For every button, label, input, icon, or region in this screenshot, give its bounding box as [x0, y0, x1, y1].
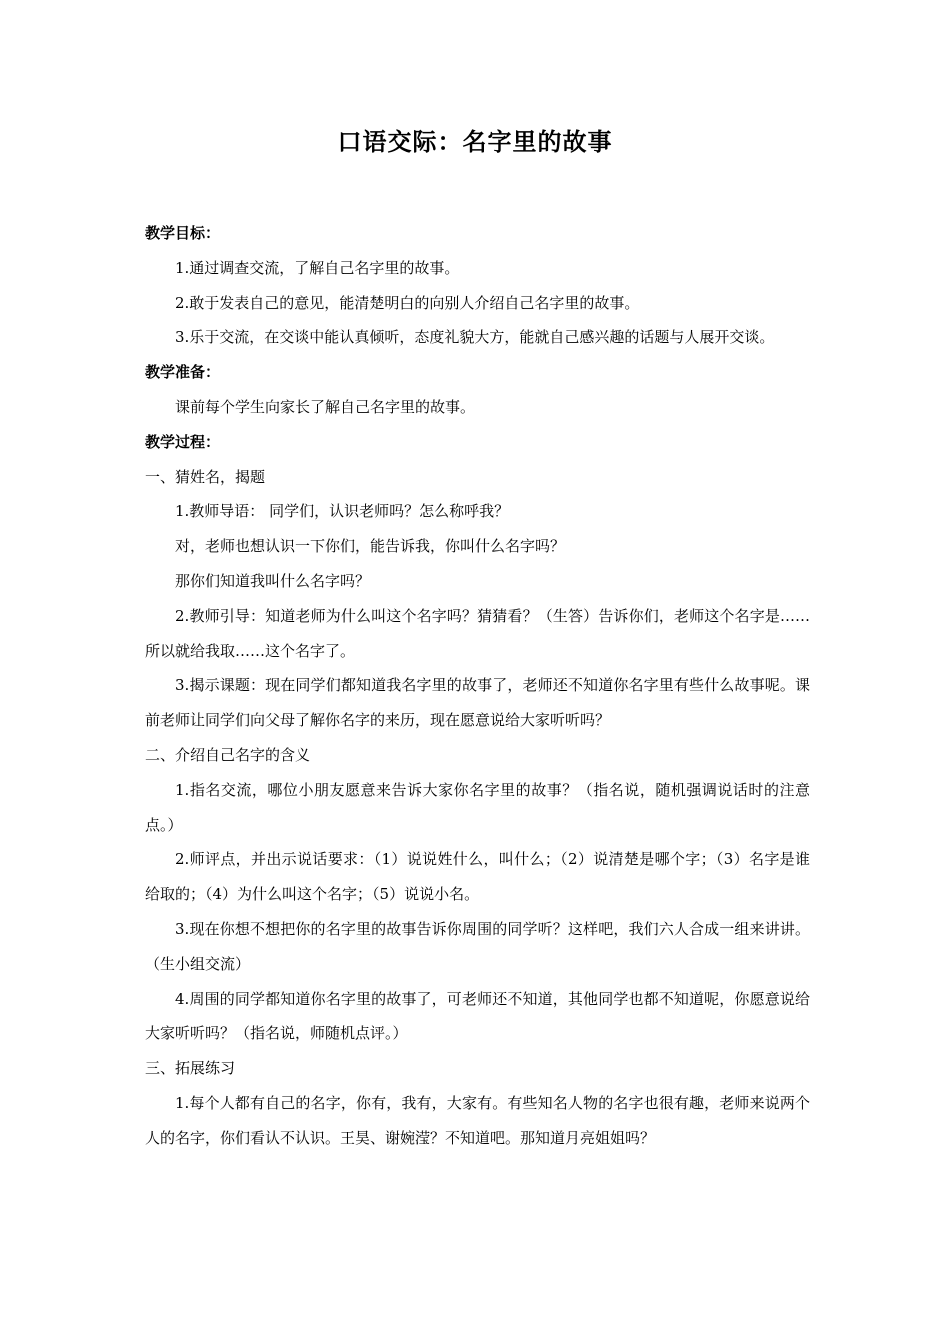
paragraph: 那你们知道我叫什么名字吗？: [175, 571, 371, 590]
paragraph: 2.师评点，并出示说话要求：（1）说说姓什么，叫什么；（2）说清楚是哪个字；（3）名字是谁给取的；（4）为什么叫这个名字；（5）说说小名。: [145, 850, 810, 904]
preparation-heading: 教学准备：: [145, 363, 221, 382]
section-heading: 一、猜姓名，揭题: [145, 467, 266, 486]
paragraph: 3.揭示课题：现在同学们都知道我名字里的故事了，老师还不知道你名字里有些什么故事呢。课前老师让同学们向父母了解你名字的来历，现在愿意说给大家听听吗？: [145, 676, 810, 730]
section-heading: 二、介绍自己名字的含义: [145, 745, 311, 764]
objectives-heading: 教学目标：: [145, 224, 221, 242]
objective-item: 2.敢于发表自己的意见，能清楚明白的向别人介绍自己名字里的故事。: [175, 293, 640, 312]
document-body: [145, 216, 810, 1156]
paragraph: 3.现在你想不想把你的名字里的故事告诉你周围的同学听？这样吧，我们六人合成一组来讲讲。（生小组交流）: [145, 919, 810, 973]
paragraph: 2.教师引导：知道老师为什么叫这个名字吗？猜猜看？（生答）告诉你们，老师这个名字是……所以就给我取……这个名字了。: [145, 606, 810, 660]
objective-item: 3.乐于交流，在交谈中能认真倾听，态度礼貌大方，能就自己感兴趣的话题与人展开交谈。: [175, 328, 775, 347]
section-heading: 三、拓展练习: [145, 1059, 236, 1078]
paragraph: 对，老师也想认识一下你们，能告诉我，你叫什么名字吗？: [175, 537, 566, 556]
paragraph: 1.教师导语： 同学们，认识老师吗？怎么称呼我？: [175, 502, 510, 521]
objective-item: 1.通过调查交流，了解自己名字里的故事。: [175, 258, 460, 277]
paragraph: 4.周围的同学都知道你名字里的故事了，可老师还不知道，其他同学也都不知道呢，你愿意说给大家听听吗？（指名说，师随机点评。）: [145, 989, 810, 1043]
preparation-text: 课前每个学生向家长了解自己名字里的故事。: [175, 397, 476, 416]
document-title: 口语交际：名字里的故事: [337, 127, 613, 156]
paragraph: 1.每个人都有自己的名字，你有，我有，大家有。有些知名人物的名字也很有趣，老师来说两个人的名字，你们看认不认识。王昊、谢婉滢？不知道吧。那知道月亮姐姐吗？: [145, 1093, 810, 1147]
process-heading: 教学过程：: [145, 432, 221, 451]
paragraph: 1.指名交流，哪位小朋友愿意来告诉大家你名字里的故事？（指名说，随机强调说话时的注意点。）: [145, 780, 810, 834]
